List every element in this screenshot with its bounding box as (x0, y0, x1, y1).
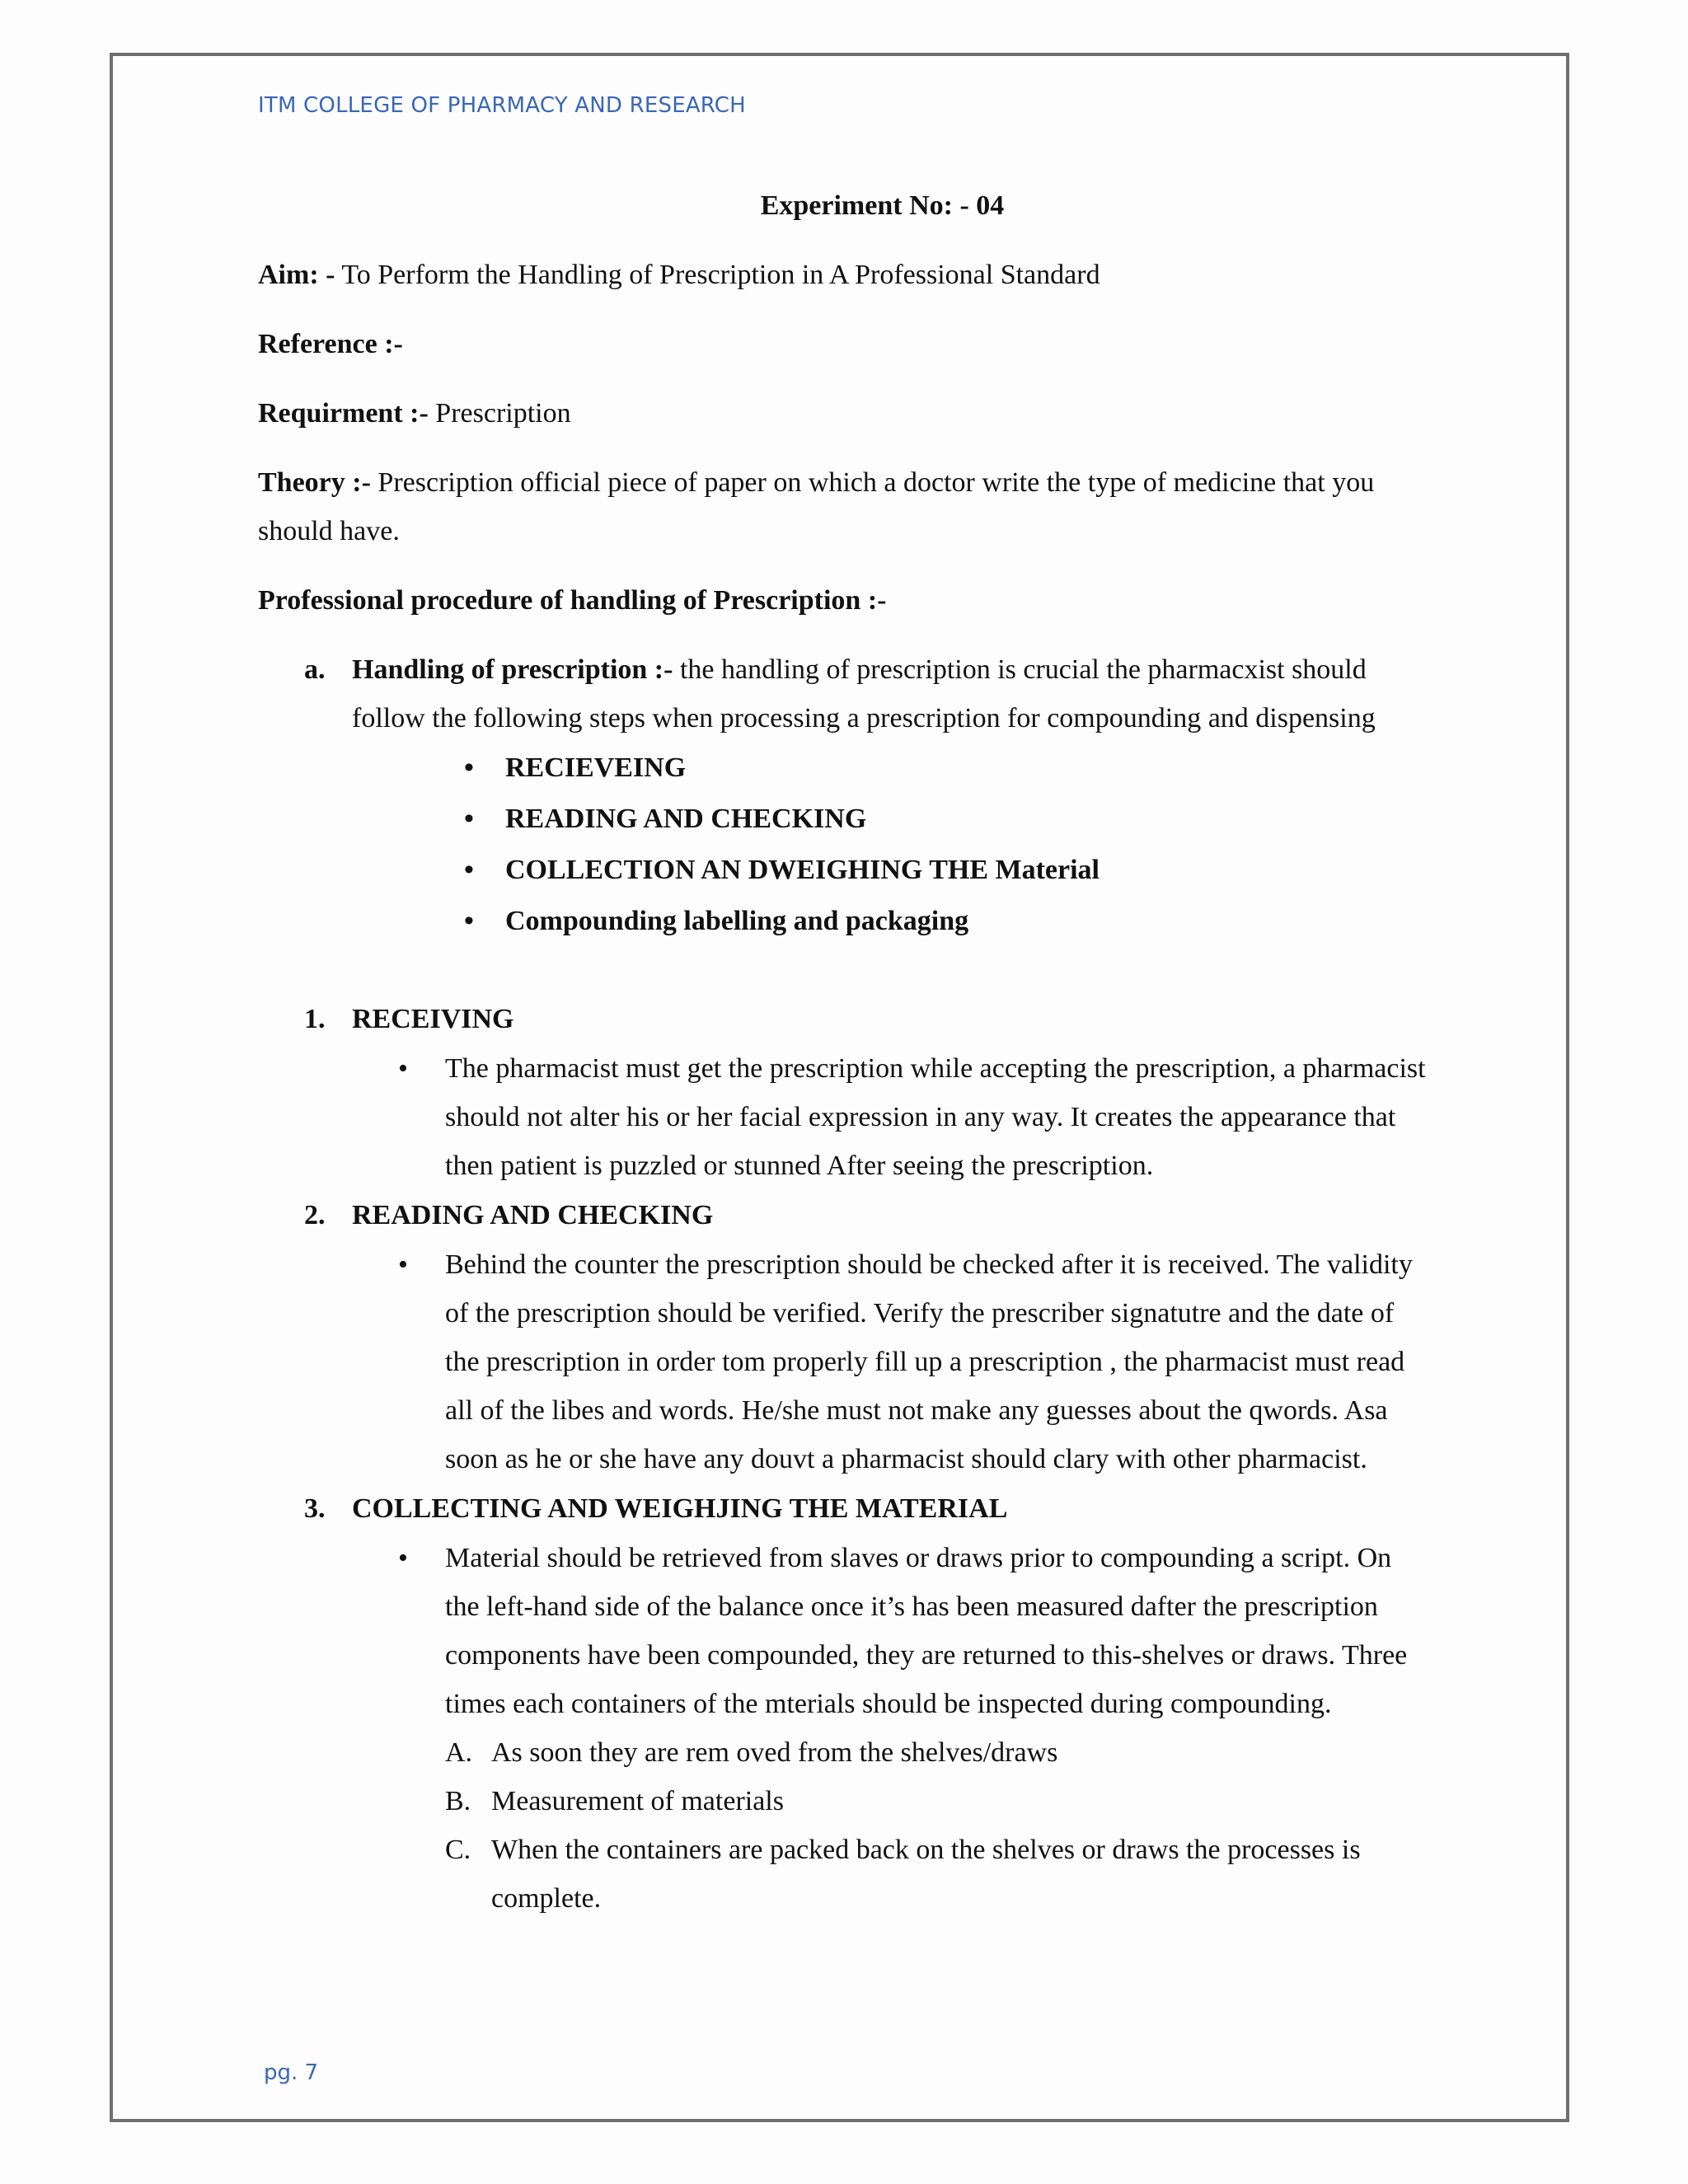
document-body (258, 181, 1428, 1923)
section-a-marker: a. (304, 654, 326, 685)
aim-line (258, 251, 1428, 299)
section-paragraph: • Behind the counter the prescription should be checked after it is received. The validity of the prescription should be verified. Verify the prescriber signatutre and the date of the prescription in order tom properly fill up a prescription , the pharmacist must read all of the libes and words. He/she must not make any guesses about the qwords. Asa soon as he or she have any douvt a pharmacist should clary with other pharmacist. (258, 1240, 1428, 1483)
page-header: ITM COLLEGE OF PHARMACY AND RESEARCH (258, 93, 746, 118)
sub-item-marker: A. (445, 1737, 473, 1768)
list-item: • RECIEVEING (505, 743, 1428, 794)
bullet-icon: • (464, 752, 474, 783)
section-paragraph: • Material should be retrieved from slaves or draws prior to compounding a script. On the left-hand side of the balance once it’s has been measured dafter the prescription components have been compounded, they are returned to this-shelves or draws. Three times each containers of the mterials should be inspected during compounding. (258, 1534, 1428, 1728)
bullet-icon: • (398, 1053, 408, 1084)
requirement-label: Requirment :- (258, 398, 429, 429)
sub-item-marker: B. (445, 1786, 471, 1816)
section-paragraph: • The pharmacist must get the prescription while accepting the prescription, a pharmacist should not alter his or her facial expression in any way. It creates the appearance that then patient is puzzled or stunned After seeing the prescription. (258, 1044, 1428, 1190)
bullet-icon: • (398, 1543, 408, 1573)
reference-label: Reference :- (258, 329, 403, 359)
theory-text: Prescription official piece of paper on which a doctor write the type of medicine that you should have. (258, 467, 1375, 546)
bullet-icon: • (464, 804, 474, 834)
section-number: 3. (304, 1493, 326, 1524)
aim-text: To Perform the Handling of Prescription in A Professional Standard (335, 260, 1100, 290)
requirement-text: Prescription (428, 398, 571, 429)
theory-label: Theory :- (258, 467, 371, 498)
bullet-icon: • (464, 855, 474, 885)
section-heading: 3. COLLECTING AND WEIGHJING THE MATERIAL (258, 1483, 1428, 1534)
list-item: • COLLECTION AN DWEIGHING THE Material (505, 845, 1428, 896)
aim-label: Aim: - (258, 260, 335, 290)
reference-line (258, 320, 1428, 368)
sub-item-marker: C. (445, 1835, 471, 1865)
list-item: • Compounding labelling and packaging (505, 896, 1428, 947)
theory-line (258, 458, 1428, 555)
procedure-heading: Professional procedure of handling of Prescription :- (258, 585, 887, 616)
sub-list-item: C. When the containers are packed back on the shelves or draws the processes is complete. (258, 1825, 1428, 1923)
list-item: • READING AND CHECKING (505, 794, 1428, 845)
section-number: 2. (304, 1200, 326, 1230)
section-a-text: the handling of prescription is crucial the pharmacxist should follow the following steps when processing a prescription for compounding and dispensing (352, 654, 1376, 733)
bullet-icon: • (398, 1249, 408, 1280)
page-number: pg. 7 (264, 2060, 319, 2085)
section-heading: 1. RECEIVING (258, 994, 1428, 1044)
section-a (258, 645, 1428, 743)
experiment-title: Experiment No: - 04 (760, 190, 1005, 221)
sub-list-item: A. As soon they are rem oved from the shelves/draws (258, 1728, 1428, 1777)
requirement-line (258, 389, 1428, 438)
bullet-icon: • (464, 906, 474, 936)
section-heading: 2. READING AND CHECKING (258, 1190, 1428, 1240)
section-number: 1. (304, 1004, 326, 1034)
sub-list-item: B. Measurement of materials (258, 1777, 1428, 1825)
section-a-label: Handling of prescription :- (352, 654, 673, 685)
steps-list (258, 743, 1428, 947)
